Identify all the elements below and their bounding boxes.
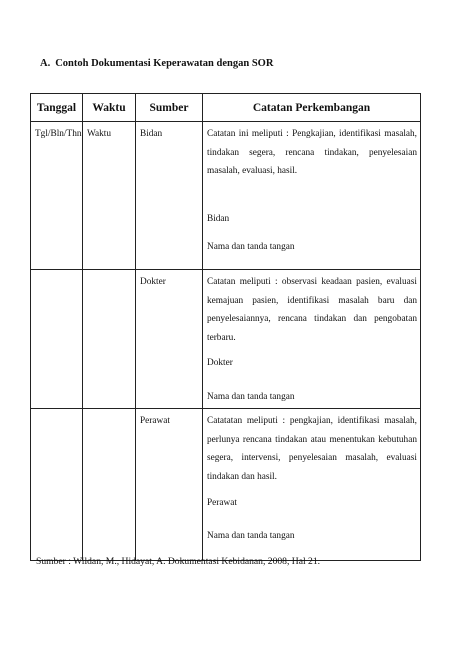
signature-line: Nama dan tanda tangan <box>207 242 295 252</box>
cell-catatan <box>203 122 421 270</box>
signer-role: Bidan <box>207 213 230 224</box>
column-header-tanggal: Tanggal <box>31 94 83 122</box>
cell-catatan <box>203 270 421 409</box>
catatan-text: Catatan meliputi : observasi keadaan pasien, evaluasi kemajuan pasien, identifikasi masalah baru dan penyelesaiannya, rencana tindakan dan pengobatan terbaru. <box>207 277 417 343</box>
table-row-bidan <box>31 122 421 270</box>
cell-sumber: Perawat <box>136 409 203 561</box>
table-row-dokter <box>31 270 421 409</box>
cell-tanggal <box>31 270 83 409</box>
column-header-catatan: Catatan Perkembangan <box>203 94 421 122</box>
cell-catatan <box>203 409 421 561</box>
documentation-table <box>30 93 421 561</box>
table-header-row <box>31 94 421 122</box>
cell-sumber: Dokter <box>136 270 203 409</box>
signature-line: Nama dan tanda tangan <box>207 530 295 541</box>
signer-role: Perawat <box>207 498 237 508</box>
catatan-text: Catatatan meliputi : pengkajian, identifikasi masalah, perlunya rencana tindakan atau menentukan kebutuhan segera, intervensi, penyelesaian masalah, evaluasi tindakan dan hasil. <box>207 416 417 482</box>
source-citation: Sumber : Wildan, M., Hidayat, A. Dokumentasi Kebidanan, 2008, Hal 21. <box>36 556 321 567</box>
cell-tanggal: Tgl/Bln/Thn <box>31 122 83 270</box>
cell-waktu: Waktu <box>83 122 136 270</box>
cell-tanggal <box>31 409 83 561</box>
section-marker: A. <box>40 58 51 69</box>
section-heading <box>40 58 273 69</box>
signer-role: Dokter <box>207 358 233 368</box>
column-header-waktu: Waktu <box>83 94 136 122</box>
section-title: Contoh Dokumentasi Keperawatan dengan SOR <box>55 58 274 69</box>
cell-sumber: Bidan <box>136 122 203 270</box>
cell-waktu <box>83 409 136 561</box>
column-header-sumber: Sumber <box>136 94 203 122</box>
table-row-perawat <box>31 409 421 561</box>
catatan-text: Catatan ini meliputi : Pengkajian, identifikasi masalah, tindakan segera, rencana tindakan, penyelesaian masalah, evaluasi, hasil. <box>207 129 417 176</box>
signature-line: Nama dan tanda tangan <box>207 391 295 402</box>
cell-waktu <box>83 270 136 409</box>
